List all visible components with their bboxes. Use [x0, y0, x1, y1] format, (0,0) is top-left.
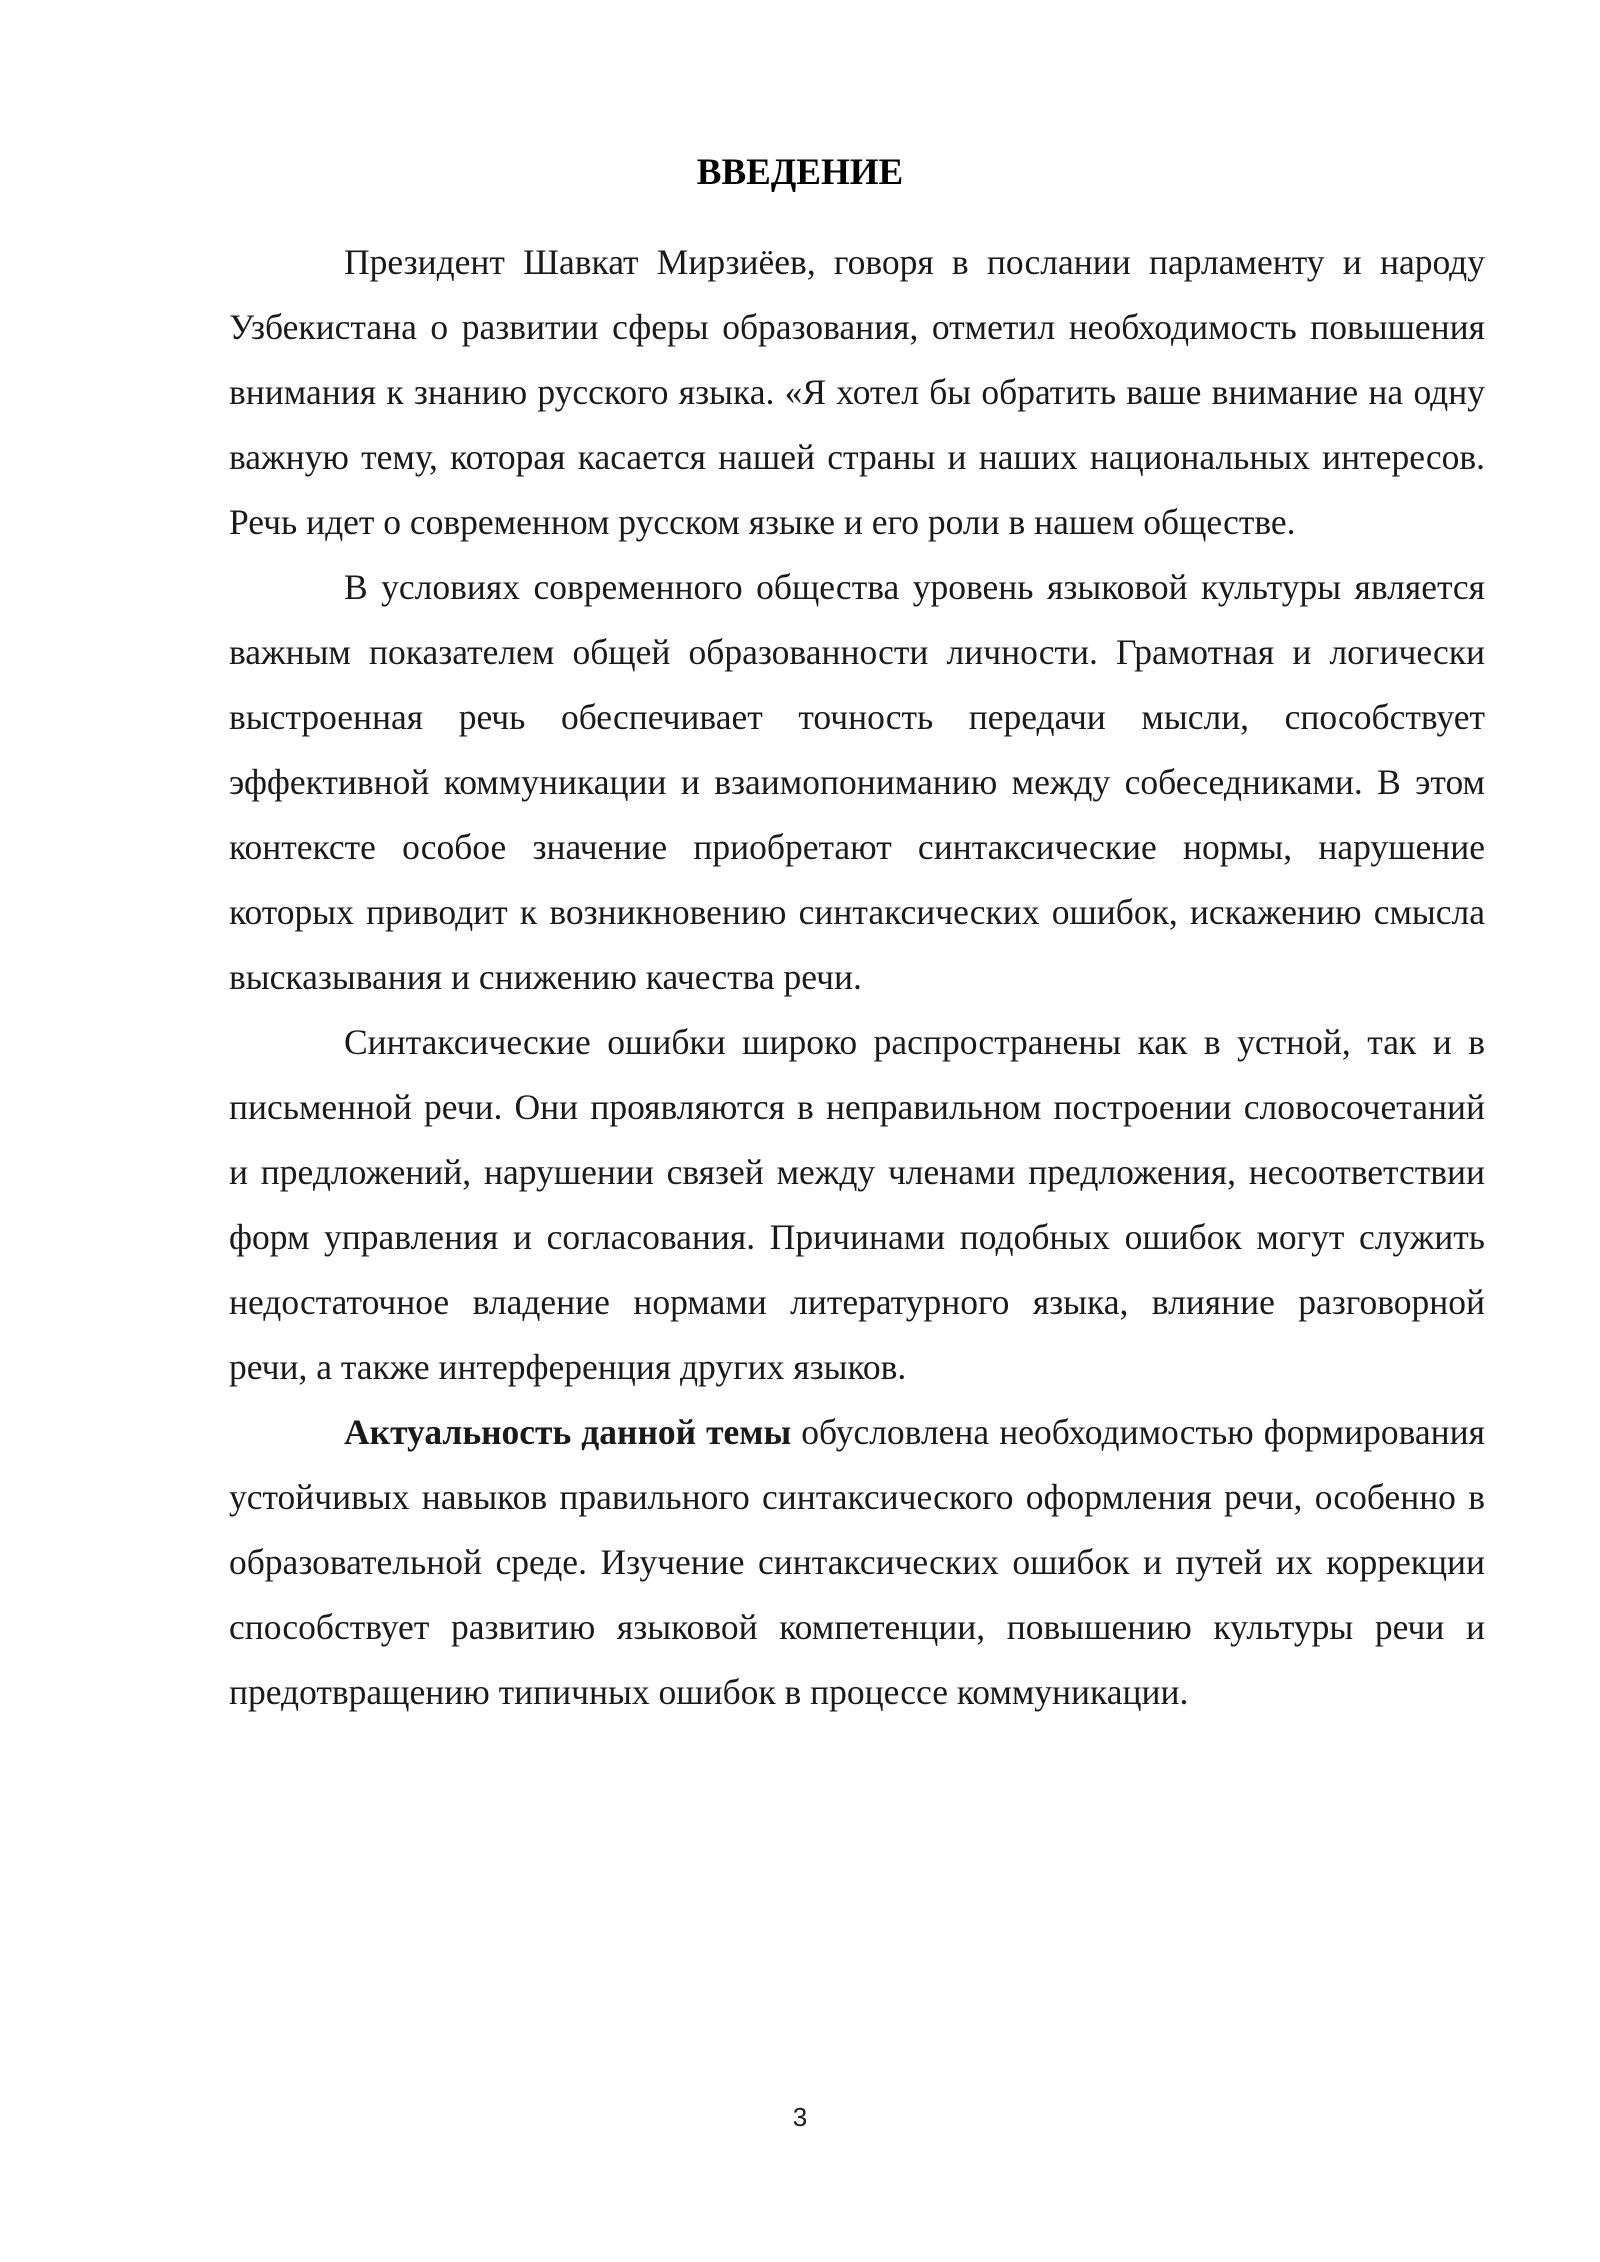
- paragraph-2-text: В условиях современного общества уровень языковой культуры является важным показателем общей образованности личности. Грамотная и логически выстроенная речь обеспечивает точность передачи мысли, способствует эффективной коммуникации и взаимопониманию между собеседниками. В этом контексте особое значение приобретают синтаксические нормы, нарушение которых приводит к возникновению синтаксических ошибок, искажению смысла высказывания и снижению качества речи.: [229, 567, 1485, 997]
- paragraph-4-bold-lead: Актуальность данной темы: [344, 1412, 792, 1452]
- paragraph-2: [229, 555, 1485, 1010]
- paragraph-4-text: обусловлена необходимостью формирования устойчивых навыков правильного синтаксического оформления речи, особенно в образовательной среде. Изучение синтаксических ошибок и путей их коррекции способствует развитию языковой компетенции, повышению культуры речи и предотвращению типичных ошибок в процессе коммуникации.: [229, 1412, 1485, 1712]
- body-text: [229, 230, 1485, 1725]
- paragraph-3: [229, 1010, 1485, 1400]
- paragraph-4: [229, 1400, 1485, 1725]
- paragraph-1: [229, 230, 1485, 555]
- page-number: 3: [792, 2102, 808, 2132]
- paragraph-3-text: Синтаксические ошибки широко распространены как в устной, так и в письменной речи. Они проявляются в неправильном построении словосочетаний и предложений, нарушении связей между членами предложения, несоответствии форм управления и согласования. Причинами подобных ошибок могут служить недостаточное владение нормами литературного языка, влияние разговорной речи, а также интерференция других языков.: [229, 1022, 1485, 1387]
- page-title: ВВЕДЕНИЕ: [696, 152, 904, 193]
- paragraph-1-text: Президент Шавкат Мирзиёев, говоря в послании парламенту и народу Узбекистана о развитии сферы образования, отметил необходимость повышения внимания к знанию русского языка. «Я хотел бы обратить ваше внимание на одну важную тему, которая касается нашей страны и наших национальных интересов. Речь идет о современном русском языке и его роли в нашем обществе.: [229, 242, 1485, 542]
